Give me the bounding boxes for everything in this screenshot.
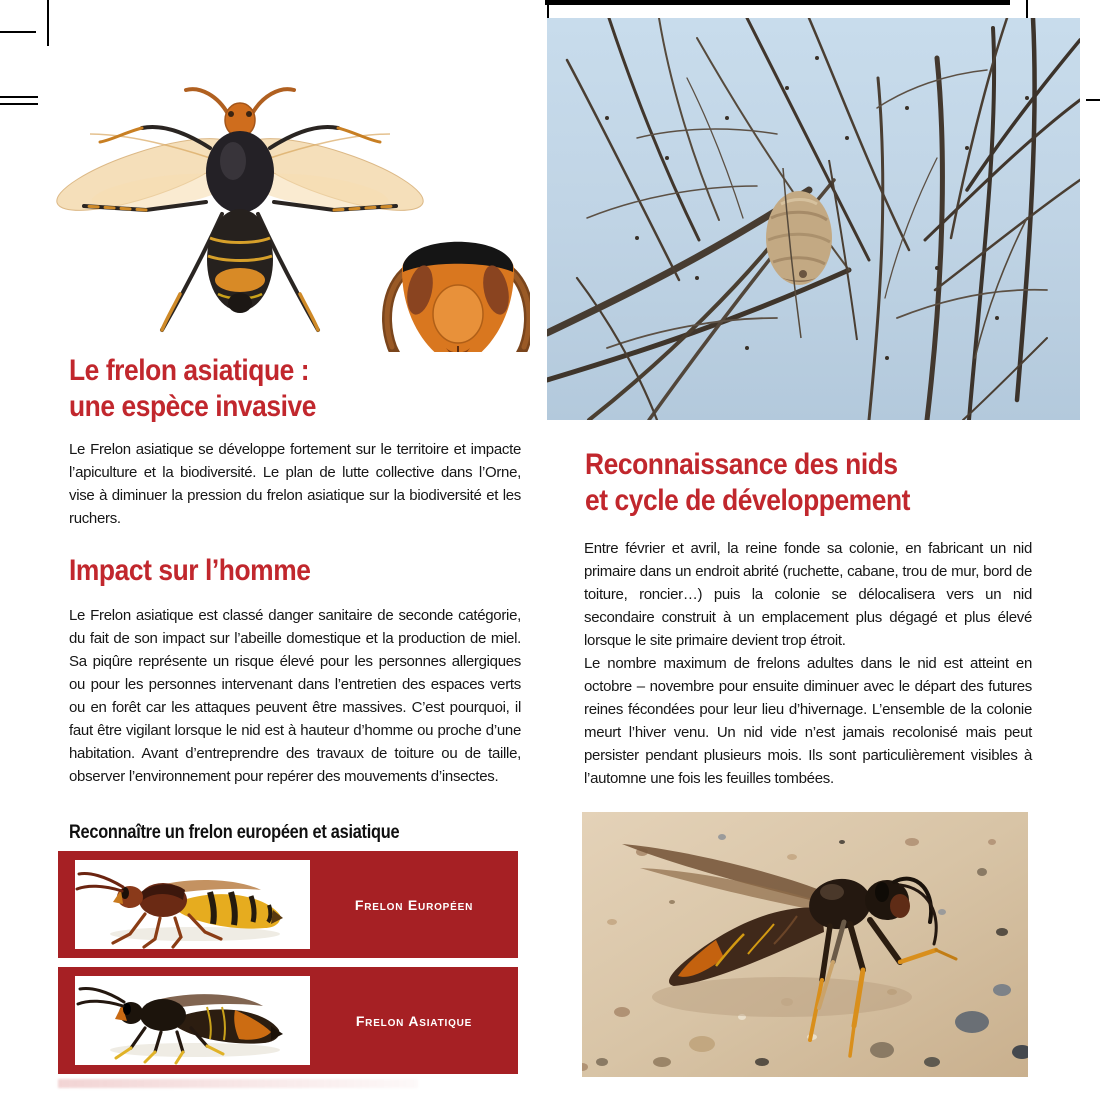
nest-photo (547, 18, 1080, 420)
asian-hornet-card (58, 967, 518, 1074)
crop-mark (0, 31, 36, 33)
impact-title: Impact sur l’homme (69, 554, 311, 587)
nest-title-line2: et cycle de développement (585, 484, 910, 517)
european-hornet-photo (75, 860, 310, 949)
asian-hornet-illustration (50, 62, 530, 352)
species-paragraph: Le Frelon asiatique se développe fortement sur le territoire et impacte l’apiculture et la biodiversité. Le plan de lutte collective dans l’Orne, vise à diminuer la pression du frelon asiatique sur la biodiversité et les ruchers. (69, 441, 521, 527)
crop-mark (0, 96, 38, 98)
impact-paragraph: Le Frelon asiatique est classé danger sanitaire de seconde catégorie, du fait de son impact sur l’abeille domestique et la production de miel. Sa piqûre représente un risque élevé pour les personnes allergiques ou pour les personnes intervenant dans l’entretien des espaces verts ou en forêt car les attaques peuvent être massives. C’est pourquoi, il faut être vigilant lorsque le nid est à hauteur d’homme ou proche d’une habitation. Avant d’entreprendre des travaux de toiture ou de taille, observer l’environnement pour repérer des mouvements d’insectes. (69, 607, 521, 785)
nest-paragraph-2: Le nombre maximum de frelons adultes dans le nid est atteint en octobre – novembre pour ensuite diminuer avec le départ des futures reines fécondées pour leur lieu d’hivernage. L’ensemble de la colonie meurt l’hiver venu. Un nid vide n’est jamais recolonisé mais peut persister pendant plusieurs mois. Ils sont particulièrement visibles à l’automne une fois les feuilles tombées. (584, 655, 1032, 787)
asian-hornet-label: Frelon Asiatique (355, 1012, 473, 1029)
asian-hornet-photo (75, 976, 310, 1065)
hornet-nest (766, 191, 832, 285)
species-title-line2: une espèce invasive (69, 390, 316, 423)
compare-title: Reconnaître un frelon européen et asiatique (69, 822, 400, 843)
hornet-head-front-illustration (387, 242, 529, 352)
asian-hornet-closeup-photo (582, 812, 1028, 1077)
crop-mark (1086, 99, 1100, 101)
page-fold-bar (545, 0, 1010, 5)
crop-mark (47, 0, 49, 46)
crop-mark (0, 103, 38, 105)
print-bleed (58, 1079, 418, 1088)
species-title-line1: Le frelon asiatique : (69, 354, 310, 387)
nest-paragraph-1: Entre février et avril, la reine fonde sa colonie, en fabricant un nid primaire dans un endroit abrité (ruchette, cabane, trou de mur, bord de toiture, roncier…) puis la colonie se délocalisera vers un nid secondaire construit à un emplacement plus dégagé et plus élevé lorsque le site primaire devient trop étroit. (584, 540, 1032, 649)
nest-title-line1: Reconnaissance des nids (585, 448, 898, 481)
nest-title (585, 447, 910, 519)
european-hornet-card (58, 851, 518, 958)
european-hornet-label: Frelon Européen (354, 896, 474, 913)
hornet-abdomen (207, 209, 273, 313)
species-title (69, 353, 316, 425)
